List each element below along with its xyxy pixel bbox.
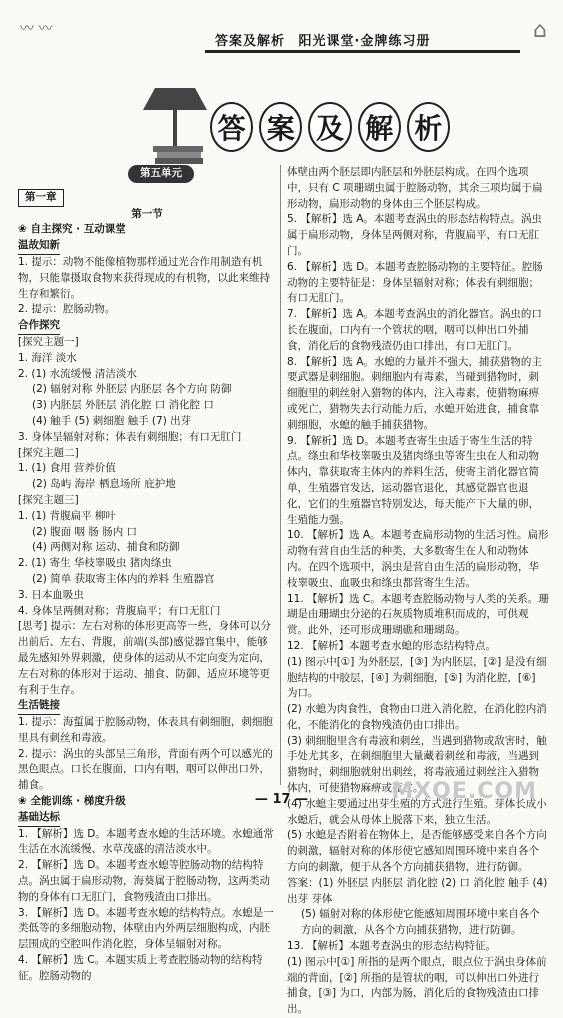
text-line: 体壁由两个胚层即内胚层和外胚层构成。在四个选项中，只有 C 项珊瑚虫属于腔肠动物，其余三项均属于扁形动物，扁形动物的身体由三个胚层构成。 [287,166,543,210]
text-line: 10. 【解析】选 A。本题考查扁形动物的生活习性。扁形动物有营自由生活的种类，大多数寄生在人和动物体内。在四个选项中，涡虫是营自由生活的扁形动物，华枝睾吸虫、血吸虫和绦虫都营寄生生活。 [287,529,549,589]
text-line: (4) 水螅主要通过出芽生殖的方式进行生殖。芽体长成小水螅后，就会从母体上脱落下来，独立生活。 [287,797,547,826]
topic-head: [探究主题三] [18,493,79,506]
text-line: (1) 图示中[①] 为外胚层，[③] 为内胚层，[②] 是没有细胞结构的中胶层，[④] 为刺细胞，[⑤] 为消化腔，[⑥] 为口。 [287,655,547,700]
tag-label: 基础达标 [18,810,60,827]
text-line: 1. 海洋 淡水 [18,351,77,364]
text-line: 3. 身体呈辐射对称；体表有刺细胞；有口无肛门 [18,430,242,443]
chapter-label: 第一章 [18,189,64,207]
tag-label: 生活链接 [18,698,60,715]
text-line: 3. 日本血吸虫 [18,588,84,601]
header-series-name: 阳光课堂·金牌练习册 [298,34,431,49]
text-line: 5. 【解析】选 A。本题考查涡虫的形态结构特点。涡虫属于扁形动物，身体呈两侧对称，背腹扁平，有口无肛门。 [287,213,542,257]
text-line: (3) 刺细胞里含有毒液和刺丝，当遇到猎物或敌害时，触手处尤其多，在刺细胞里大量藏着刺丝和毒液，当遇到猎物时，刺细胞就射出刺丝，将毒液通过刺丝注入猎物体内，可使猎物麻痹或死亡。 [287,734,547,795]
text-line: (2) 腹面 咽 肠 肠内 口 [32,525,138,538]
text-line: 2. (1) 水流缓慢 清洁淡水 [18,367,137,380]
text-line: (4) 触手 (5) 刺细胞 触手 (7) 出芽 [32,414,192,427]
answer-line: 答案：(1) 外胚层 内胚层 消化腔 (2) 口 消化腔 触手 (4) 出芽 芽体 [287,876,548,905]
page-number: — 17 — [254,792,309,807]
text-line: 1. (1) 背腹扁平 柳叶 [18,509,116,522]
text-line: 2. 【解析】选 D。本题考查水螅等腔肠动物的结构特点。涡虫属于扁形动物，海葵属于腔肠动物，这两类动物的身体有口无肛门，食物残渣由口排出。 [18,859,270,903]
banner-title [210,102,450,152]
text-line: 2. 提示：涡虫的头部呈三角形，背面有两个可以感光的黑色眼点。口长在腹面，口内有咽，咽可以伸出口外，捕食。 [18,747,273,792]
header-left-label: 答案及解析 [215,34,286,49]
topic-head: [探究主题二] [18,446,79,459]
watermark: MXQE.COM [391,779,537,804]
block-title: ❀ 全能训练 · 梯度升级 [18,795,126,808]
text-line: 7. 【解析】选 A。本题考查涡虫的消化器官。涡虫的口长在腹面，口内有一个管状的咽，咽可以伸出口外捕食，消化后的食物残渣仍由口排出，有口无肛门。 [287,308,542,352]
topic-head: [探究主题一] [18,335,79,348]
text-line: (2) 辐射对称 外胚层 内胚层 各个方向 防御 [32,383,232,396]
answer-banner [130,72,460,177]
banner-char: 案 [259,102,302,152]
page-header [0,0,563,64]
banner-char: 答 [210,102,253,152]
text-line: (2) 岛屿 海岸 栖息场所 庇护地 [32,478,176,491]
text-line: (1) 图示中[①] 所指的是两个眼点，眼点位于涡虫身体前端的背面，[②] 所指的是管状的咽，可以伸出口外进行捕食，[③] 为口，内部为肠，消化后的食物残渣由口排出。 [287,955,547,1016]
text-line: (5) 水螅是否附着在物体上，是否能够感受来自各个方向的刺激，辐射对称的体形使它感知周围环境中来自各个方向的刺激，便于从各个方向捕获猎物，进行防御。 [287,829,547,874]
text-line: [思考] 提示：左右对称的体形更高等一些，身体可以分出前后、左右、背腹，前端(头部)感觉器官集中，能够最先感知外界刺激，使身体的运动从不定向变为定向，左右对称的体形对于运动、捕食、防御、适应环境等更有利于生存。 [18,620,272,696]
header-rule [205,50,520,53]
text-line: (4) 两侧对称 运动、捕食和防御 [32,541,180,554]
text-line: 2. (1) 寄生 华枝睾吸虫 猪肉绦虫 [18,557,172,570]
tag-label: 温故知新 [18,238,60,255]
text-line: 1. 提示：动物不能像植物那样通过光合作用制造有机物，只能靠摄取食物来获得现成的有机物，以此来维持生存和繁衍。 [18,255,270,300]
text-line: 1. 提示：海蜇属于腔肠动物，体表具有刺细胞，刺细胞里具有刺丝和毒液。 [18,716,273,744]
block-title: ❀ 自主探究 · 互动课堂 [18,223,126,236]
section-title: 第一节 [131,207,163,220]
answer-line: (5) 辐射对称的体形使它能感知周围环境中来自各个方向的刺激，从各个方向捕获猎物，进行防御。 [301,908,540,937]
text-line: (2) 简单 获取寄主体内的养料 生殖器官 [32,572,215,585]
column-divider [280,165,281,785]
text-line: 2. 提示：腔肠动物。 [18,303,116,316]
text-line: 1. 【解析】选 D。本题考查水螅的生活环境。水螅通常生活在水流缓慢、水草茂盛的清洁淡水中。 [18,827,274,856]
birds-decoration-icon: 〰 〰 [20,21,53,37]
text-line: 8. 【解析】选 A。水螅的力量并不强大，捕获猎物的主要武器是刺细胞。刺细胞内有毒素，当碰到猎物时，刺细胞里的刺丝射入猎物的体内，注入毒素，使猎物麻痹或死亡，猎物失去行动能力后，水螅开始进食，捕食靠刺细胞，水螅的触手捕获猎物。 [287,355,542,431]
banner-char: 解 [358,102,401,152]
banner-char: 析 [407,102,450,152]
text-line: (3) 内胚层 外胚层 消化腔 口 消化腔 口 [32,399,214,412]
tag-label: 合作探究 [18,318,60,335]
text-line: 12. 【解析】本题考查水螅的形态结构特点。 [287,639,497,652]
text-line: 1. (1) 食用 营养价值 [18,462,116,475]
text-line: (2) 水螅为肉食性，食物由口进入消化腔，在消化腔内消化，不能消化的食物残渣仍由口排出。 [287,703,547,731]
right-column [287,165,549,1018]
header-title [215,30,439,49]
banner-char: 及 [308,102,351,152]
text-line: 9. 【解析】选 D。本题考查寄生虫适于寄生生活的特点。绦虫和华枝睾吸虫及猪肉绦虫等寄生虫在人和动物体内，靠获取寄主体内的养料生活，使寄主消化器官简单，生殖器官发达，运动器官退化，其感觉器官也退化，它们的生殖器官特别发达，每天能产下大量的卵，生殖能力强。 [287,434,539,526]
unit-badge: 第五单元 [128,165,194,183]
text-line: 11. 【解析】选 C。本题考查腔肠动物与人类的关系。珊瑚是由珊瑚虫分泌的石灰质物质堆积而成的，可供观赏。此外，还可形成珊瑚礁和珊瑚岛。 [287,592,549,637]
text-line: 3. 【解析】选 D。本题考查水螅的结构特点。水螅是一类低等的多细胞动物，体壁由内外两层细胞构成，内胚层围成的空腔叫作消化腔，身体呈辐射对称。 [18,906,274,951]
text-line: 4. 【解析】选 C。本题实质上考查腔肠动物的结构特征。腔肠动物的 [18,954,263,982]
text-line: 13. 【解析】本题考查涡虫的形态结构特征。 [287,940,497,953]
text-line: 4. 身体呈两侧对称；背腹扁平；有口无肛门 [18,604,221,617]
text-line: 6. 【解析】选 D。本题考查腔肠动物的主要特征。腔肠动物的主要特征是：身体呈辐射对称；体表有刺细胞；有口无肛门。 [287,260,543,305]
left-column [18,165,276,985]
house-ornament-icon: ⌂ [533,18,547,43]
